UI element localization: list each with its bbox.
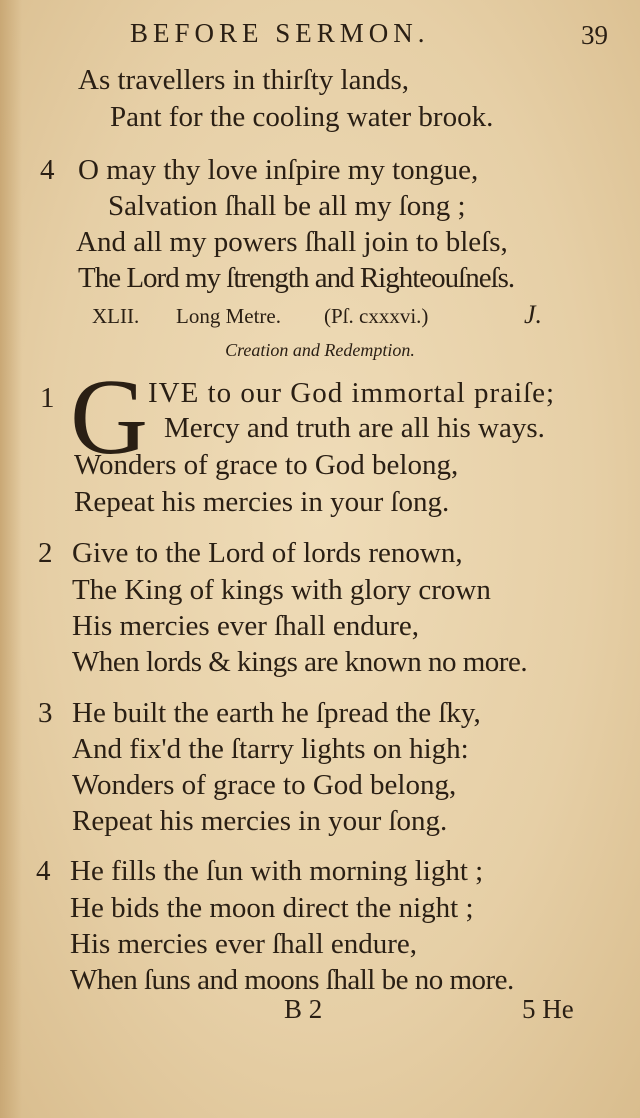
verse-line: O may thy love inſpire my tongue, xyxy=(78,154,479,186)
verse-line: Wonders of grace to God belong, xyxy=(72,769,457,801)
verse-line: When lords & kings are known no more. xyxy=(72,646,528,678)
stanza-number: 4 xyxy=(36,855,51,887)
signature-mark: B 2 xyxy=(284,994,323,1024)
stanza-number: 4 xyxy=(40,154,55,186)
hymn-subtitle: Creation and Redemption. xyxy=(225,340,415,360)
author-sign: J. xyxy=(524,300,543,329)
verse-line: Give to the Lord of lords renown, xyxy=(72,537,463,569)
verse-line: He fills the ſun with morning light ; xyxy=(70,855,484,887)
verse-line: His mercies ever ſhall endure, xyxy=(72,610,420,642)
continuation-line-1: As travellers in thirſty lands, xyxy=(78,64,410,96)
stanza-number: 3 xyxy=(38,697,53,729)
verse-line: His mercies ever ſhall endure, xyxy=(70,928,418,960)
verse-line: When ſuns and moons ſhall be no more. xyxy=(70,964,514,996)
hymn-metre: Long Metre. xyxy=(176,304,281,328)
verse-line: Salvation ſhall be all my ſong ; xyxy=(108,190,466,222)
verse-line: And fix'd the ſtarry lights on high: xyxy=(72,733,469,765)
verse-line: The Lord my ſtrength and Righteouſneſs. xyxy=(78,262,515,294)
stanza-number: 2 xyxy=(38,537,53,569)
catchword: 5 He xyxy=(522,994,574,1024)
verse-line: IVE to our God immortal praiſe; xyxy=(148,377,556,409)
page-edge-shadow xyxy=(0,0,22,1118)
stanza-number: 1 xyxy=(40,382,55,414)
verse-line: He bids the moon direct the night ; xyxy=(70,892,474,924)
page-number: 39 xyxy=(581,20,608,50)
drop-cap: G xyxy=(70,358,148,477)
psalm-reference: (Pſ. cxxxvi.) xyxy=(324,304,429,328)
running-head: BEFORE SERMON. xyxy=(130,18,430,48)
verse-line: Repeat his mercies in your ſong. xyxy=(72,805,448,837)
hymn-header xyxy=(92,300,552,336)
hymn-number: XLII. xyxy=(92,304,140,328)
verse-line: The King of kings with glory crown xyxy=(72,574,491,606)
verse-line: And all my powers ſhall join to bleſs, xyxy=(76,226,508,258)
verse-line: Mercy and truth are all his ways. xyxy=(164,412,545,444)
continuation-line-2: Pant for the cooling water brook. xyxy=(110,101,494,133)
page-header xyxy=(130,18,620,54)
verse-line: Repeat his mercies in your ſong. xyxy=(74,486,450,518)
verse-line: Wonders of grace to God belong, xyxy=(74,449,459,481)
verse-line: He built the earth he ſpread the ſky, xyxy=(72,697,481,729)
